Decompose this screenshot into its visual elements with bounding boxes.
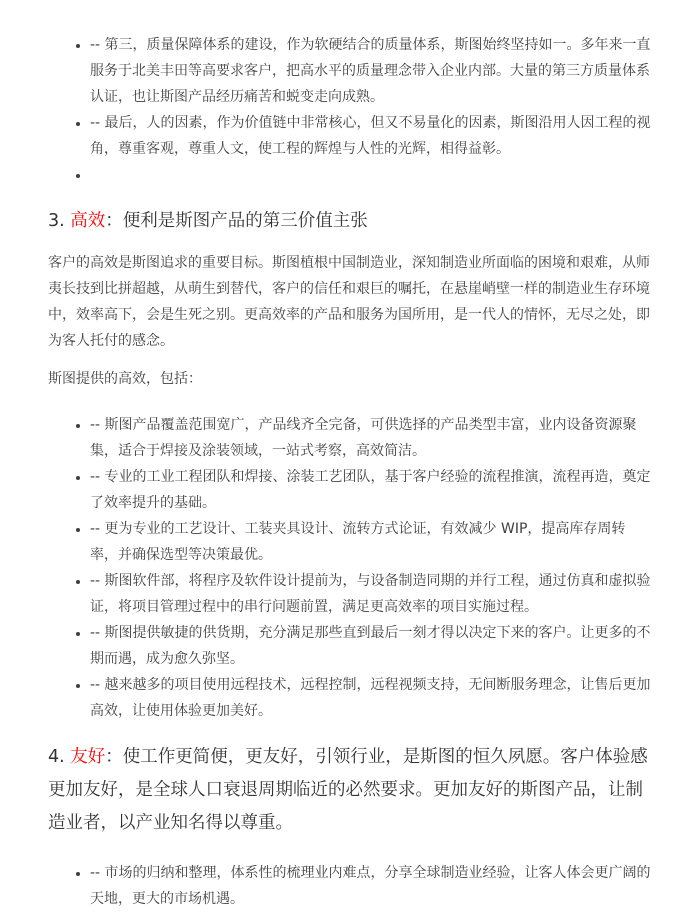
list-item: • -- 斯图软件部，将程序及软件设计提前为，与设备制造同期的并行工程，通过仿真和虚拟验证，将项目管理过程中的串行问题前置，满足更高效率的项目实施过程。 bbox=[90, 568, 652, 620]
list-item: • -- 越来越多的项目使用远程技术，远程控制，远程视频支持，无间断服务理念，让售后更加高效，让使用体验更加美好。 bbox=[90, 672, 652, 724]
efficiency-includes-line: 斯图提供的高效，包括： bbox=[48, 371, 202, 387]
list-item: • -- 最后，人的因素，作为价值链中非常核心，但又不易量化的因素，斯图沿用人因工程的视角，尊重客观，尊重人文，使工程的辉煌与人性的光辉，相得益彰。 bbox=[90, 110, 652, 162]
list-item-empty bbox=[90, 162, 652, 188]
section-3-number: 3. bbox=[48, 211, 71, 231]
section-3-keyword: 高效 bbox=[70, 211, 106, 231]
efficiency-intro-paragraph: 客户的高效是斯图追求的重要目标。斯图植根中国制造业，深知制造业所面临的困境和艰难，从师夷长技到比拼超越，从萌生到替代，客户的信任和艰巨的嘱托，在悬崖峭壁一样的制造业生存环境中，效率高下，会是生死之别。更高效率的产品和服务为国所用，是一代人的情怀，无尽之处，即为客人托付的感念。 bbox=[48, 255, 650, 349]
list-item: • -- 斯图提供敏捷的供货期，充分满足那些直到最后一刻才得以决定下来的客户。让更多的不期而遇，成为愈久弥坚。 bbox=[90, 620, 652, 672]
section-3-heading bbox=[48, 205, 652, 238]
section-4-title-rest: ：使工作更简便，更友好，引领行业，是斯图的恒久夙愿。客户体验感更加友好，是全球人口衰退周期临近的必然要求。更加友好的斯图产品，让制造业者，以产业知名得以尊重。 bbox=[48, 747, 648, 833]
efficiency-bullet-list bbox=[48, 412, 652, 724]
section-3-title-rest: ：便利是斯图产品的第三价值主张 bbox=[105, 211, 368, 231]
list-item: • -- 斯图产品覆盖范围宽广，产品线齐全完备，可供选择的产品类型丰富，业内设备资源聚集，适合于焊接及涂装领域，一站式考察，高效简洁。 bbox=[90, 412, 652, 464]
friendly-bullet-list bbox=[48, 860, 652, 912]
section-4-number: 4. bbox=[48, 747, 71, 767]
list-item: • -- 第三，质量保障体系的建设，作为软硬结合的质量体系，斯图始终坚持如一。多年来一直服务于北美丰田等高要求客户，把高水平的质量理念带入企业内部。大量的第三方质量体系认证，也让斯图产品经历痛苦和蜕变走向成熟。 bbox=[90, 32, 652, 110]
quality-bullet-list bbox=[48, 32, 652, 188]
list-item: • -- 市场的归纳和整理，体系性的梳理业内难点，分享全球制造业经验，让客人体会更广阔的天地，更大的市场机遇。 bbox=[90, 860, 652, 912]
section-4-keyword: 友好 bbox=[70, 747, 106, 767]
list-item: • -- 更为专业的工艺设计、工装夹具设计、流转方式论证，有效减少 WIP，提高库存周转率，并确保选型等决策最优。 bbox=[90, 516, 652, 568]
list-item: • -- 专业的工业工程团队和焊接、涂装工艺团队，基于客户经验的流程推演，流程再造，奠定了效率提升的基础。 bbox=[90, 464, 652, 516]
section-4-heading bbox=[48, 741, 652, 840]
